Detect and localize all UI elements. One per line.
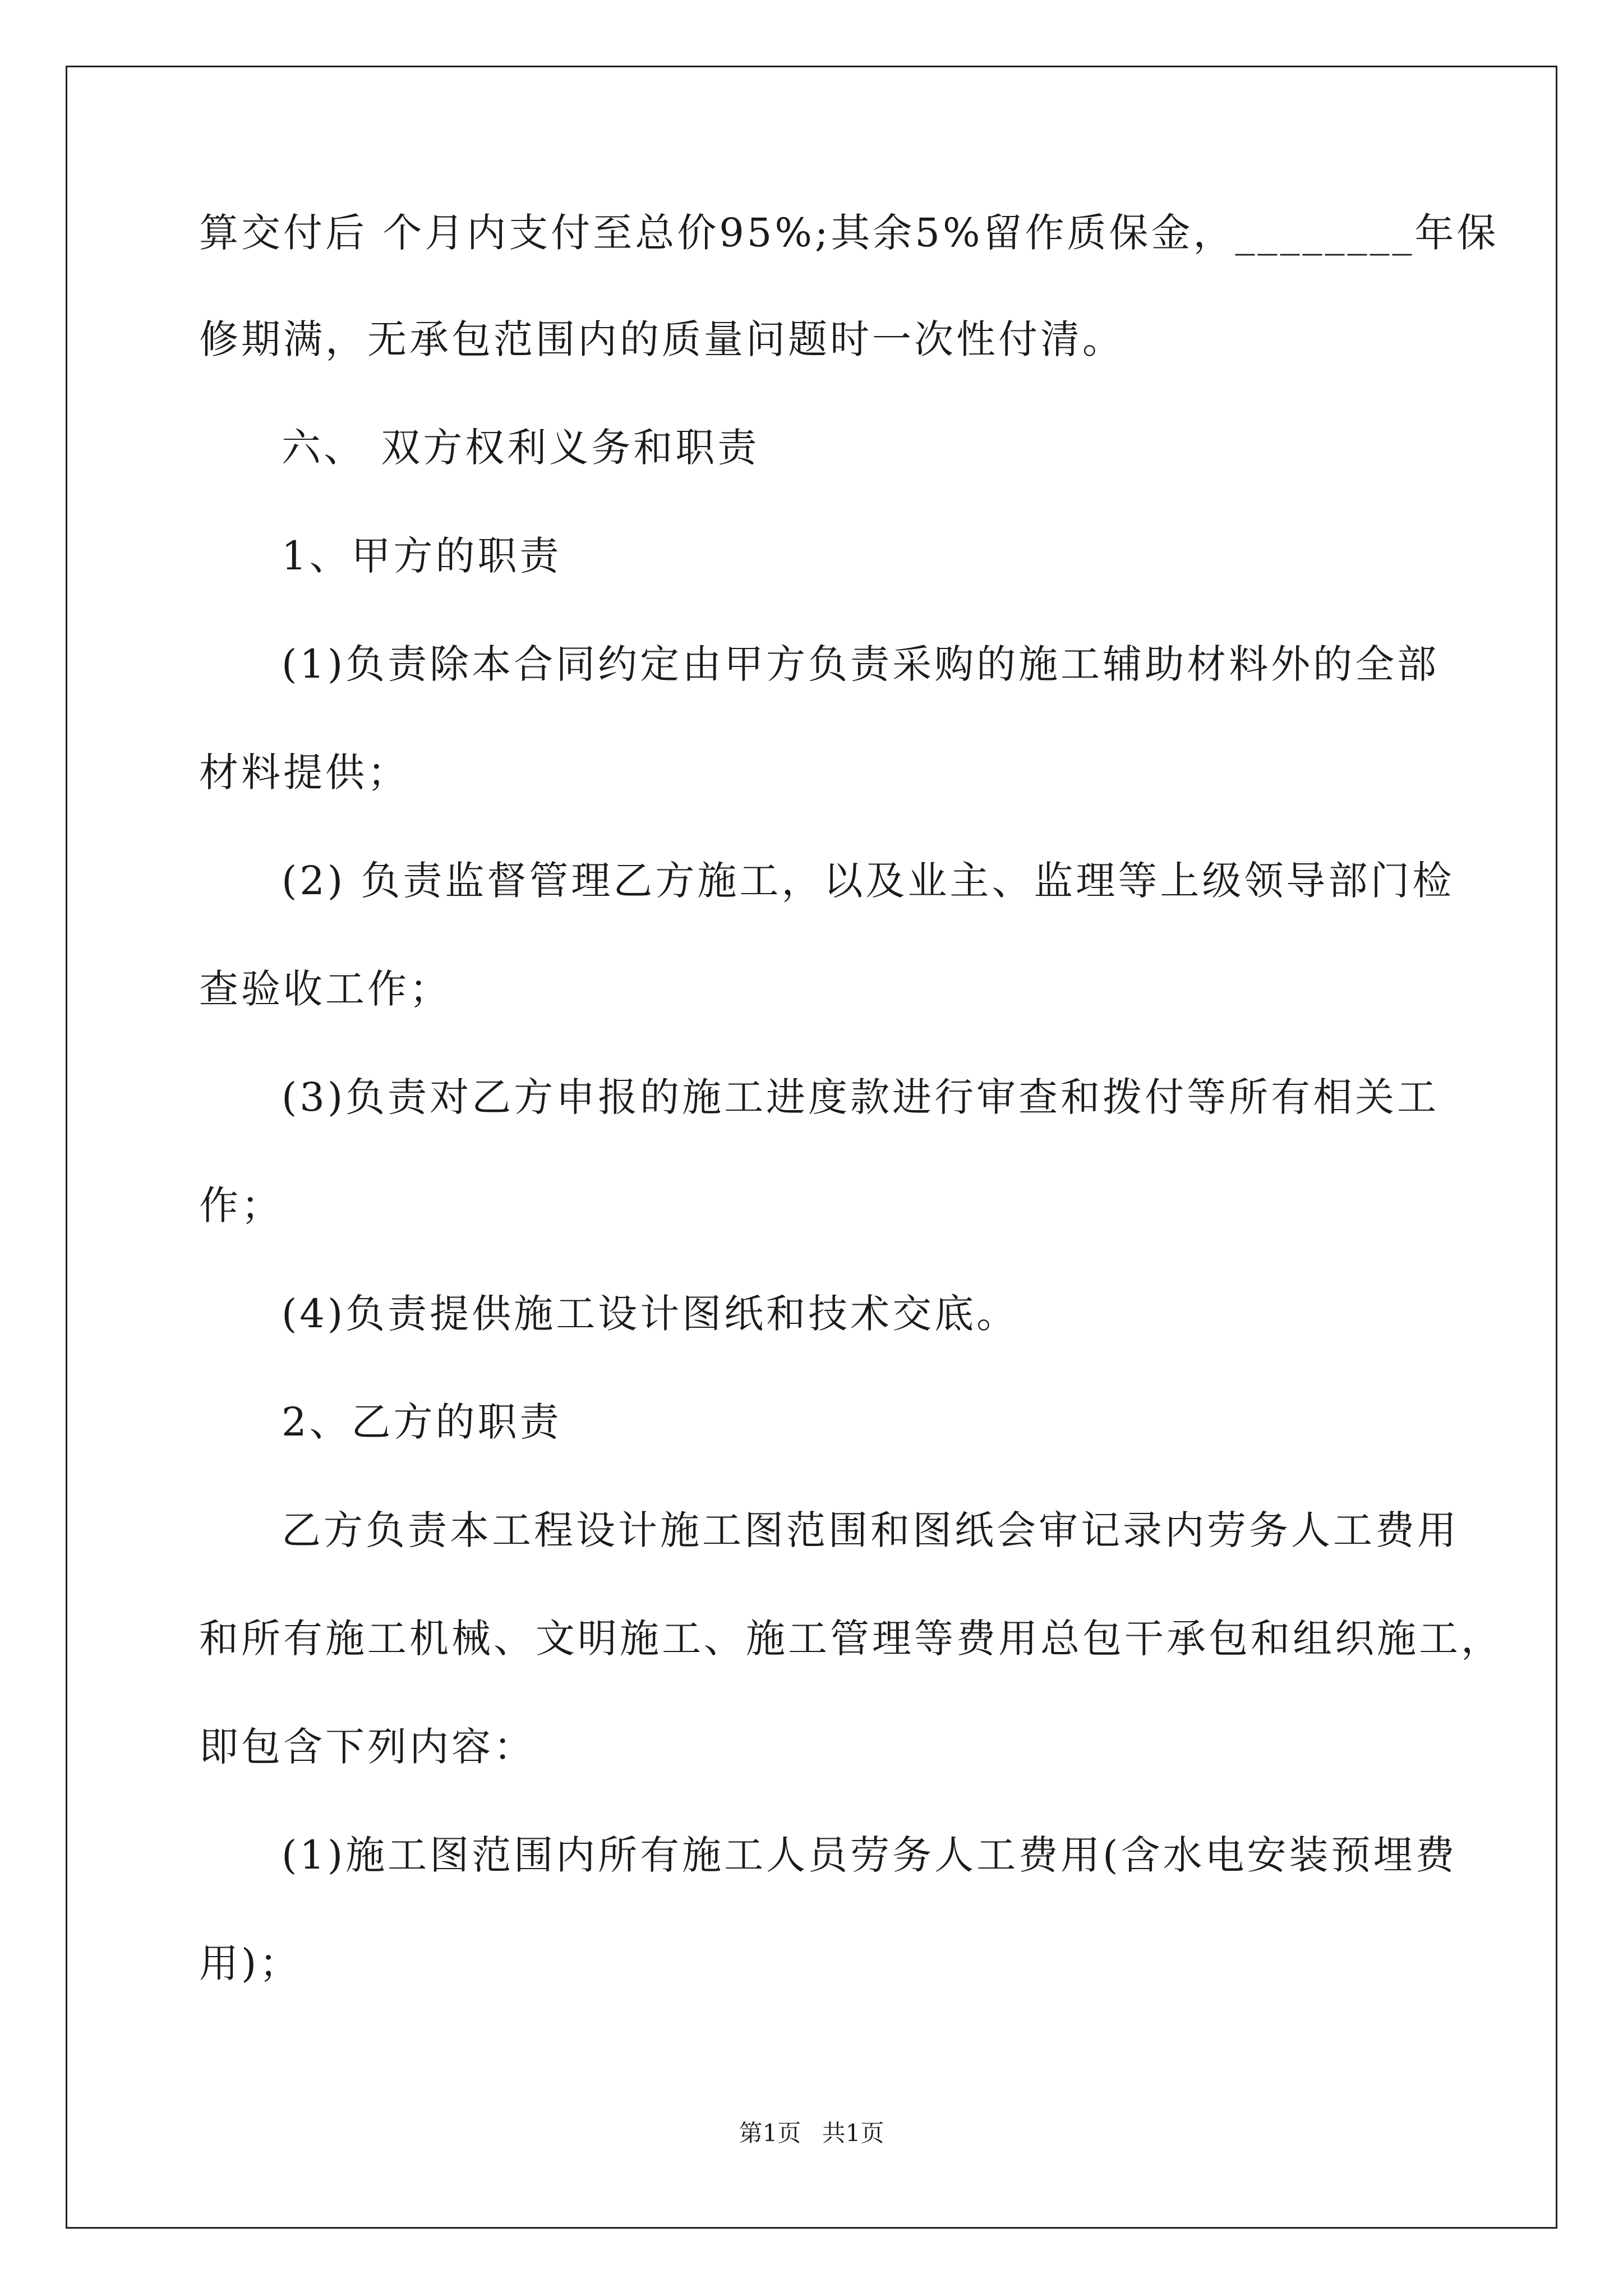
- paragraph-line: 即包含下列内容：: [199, 1724, 536, 1770]
- page-frame: [66, 66, 1557, 2229]
- subsection-heading: 2、乙方的职责: [282, 1399, 562, 1445]
- paragraph-line: 作；: [199, 1182, 283, 1228]
- paragraph-line: 乙方负责本工程设计施工图范围和图纸会审记录内劳务人工费用: [282, 1507, 1459, 1553]
- paragraph-line: (1)负责除本合同约定由甲方负责采购的施工辅助材料外的全部: [282, 641, 1440, 687]
- paragraph-line: 修期满，无承包范围内的质量问题时一次性付清。: [199, 316, 1124, 362]
- paragraph-line: (2) 负责监督管理乙方施工，以及业主、监理等上级领导部门检: [282, 858, 1455, 904]
- page-footer: [0, 2119, 1623, 2147]
- paragraph-line: 和所有施工机械、文明施工、施工管理等费用总包干承包和组织施工，: [199, 1616, 1503, 1662]
- subsection-heading: 1、甲方的职责: [282, 533, 562, 579]
- paragraph-line: 材料提供；: [199, 749, 409, 795]
- page-number: 第1页: [739, 2119, 801, 2147]
- paragraph-line: 用)；: [199, 1940, 302, 1986]
- paragraph-line: (4)负责提供施工设计图纸和技术交底。: [282, 1291, 1019, 1337]
- paragraph-line: 算交付后 个月内支付至总价95%;其余5%留作质保金，________年保: [199, 210, 1499, 256]
- section-heading: 六、 双方权利义务和职责: [282, 425, 760, 471]
- paragraph-line: (1)施工图范围内所有施工人员劳务人工费用(含水电安装预埋费: [282, 1832, 1458, 1878]
- paragraph-line: (3)负责对乙方申报的施工进度款进行审查和拨付等所有相关工: [282, 1074, 1440, 1120]
- paragraph-line: 查验收工作；: [199, 966, 451, 1012]
- page-total: 共1页: [822, 2119, 884, 2147]
